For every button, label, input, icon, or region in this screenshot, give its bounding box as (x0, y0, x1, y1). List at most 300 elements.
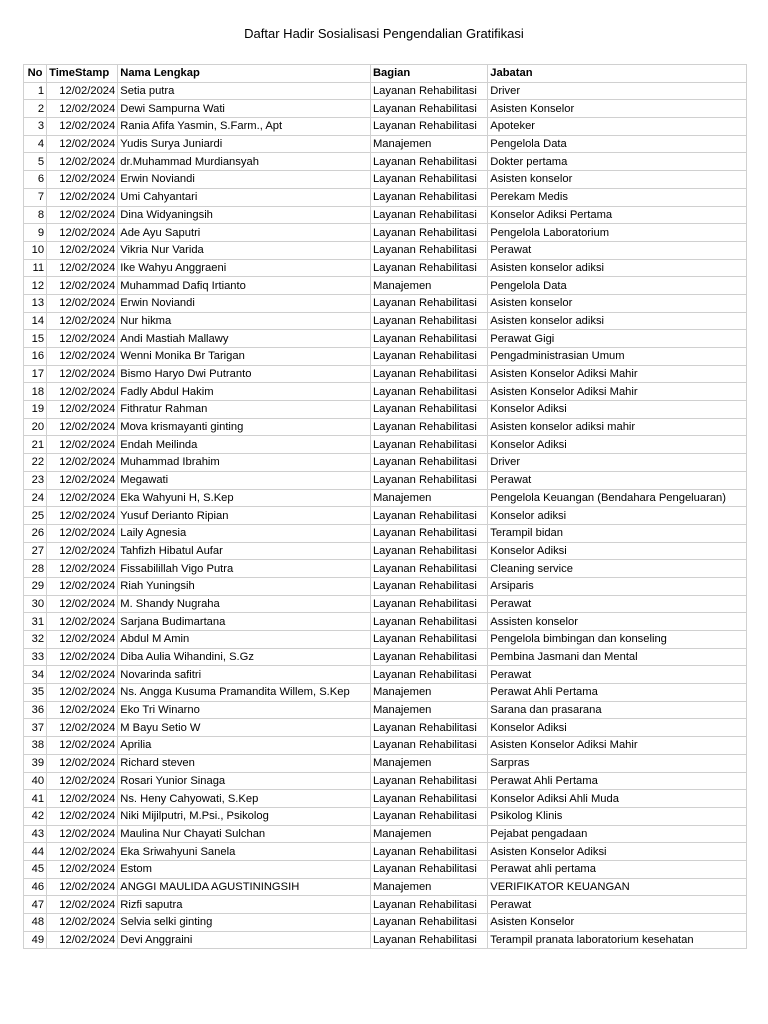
table-row (24, 277, 747, 295)
cell-jabatan: Dokter pertama (488, 153, 747, 171)
table-row (24, 153, 747, 171)
cell-timestamp: 12/02/2024 (47, 82, 118, 100)
cell-jabatan: Apoteker (488, 118, 747, 136)
cell-no: 30 (24, 595, 47, 613)
table-row (24, 631, 747, 649)
cell-no: 41 (24, 790, 47, 808)
cell-no: 12 (24, 277, 47, 295)
cell-no: 42 (24, 807, 47, 825)
cell-nama-lengkap: Riah Yuningsih (118, 577, 371, 595)
cell-bagian: Manajemen (370, 754, 487, 772)
table-row (24, 613, 747, 631)
cell-timestamp: 12/02/2024 (47, 277, 118, 295)
cell-no: 11 (24, 259, 47, 277)
cell-jabatan: Driver (488, 82, 747, 100)
cell-nama-lengkap: Devi Anggraini (118, 931, 371, 949)
table-row (24, 790, 747, 808)
cell-jabatan: Perawat (488, 471, 747, 489)
cell-jabatan: Terampil bidan (488, 524, 747, 542)
cell-jabatan: Perawat Ahli Pertama (488, 684, 747, 702)
cell-jabatan: Assisten konselor (488, 613, 747, 631)
cell-bagian: Manajemen (370, 684, 487, 702)
cell-bagian: Layanan Rehabilitasi (370, 365, 487, 383)
table-row (24, 896, 747, 914)
cell-no: 6 (24, 171, 47, 189)
cell-bagian: Layanan Rehabilitasi (370, 807, 487, 825)
cell-jabatan: Konselor Adiksi (488, 542, 747, 560)
table-row (24, 454, 747, 472)
cell-no: 27 (24, 542, 47, 560)
cell-no: 29 (24, 577, 47, 595)
cell-timestamp: 12/02/2024 (47, 825, 118, 843)
cell-jabatan: Asisten Konselor Adiksi (488, 843, 747, 861)
cell-nama-lengkap: Rizfi saputra (118, 896, 371, 914)
table-row (24, 294, 747, 312)
cell-jabatan: Pengelola Data (488, 135, 747, 153)
cell-nama-lengkap: Nur hikma (118, 312, 371, 330)
cell-nama-lengkap: Megawati (118, 471, 371, 489)
column-header-no: No (24, 65, 47, 83)
cell-bagian: Layanan Rehabilitasi (370, 436, 487, 454)
table-row (24, 348, 747, 366)
cell-nama-lengkap: Laily Agnesia (118, 524, 371, 542)
cell-nama-lengkap: dr.Muhammad Murdiansyah (118, 153, 371, 171)
table-row (24, 560, 747, 578)
cell-bagian: Layanan Rehabilitasi (370, 224, 487, 242)
table-row (24, 684, 747, 702)
cell-no: 45 (24, 860, 47, 878)
table-row (24, 772, 747, 790)
cell-no: 8 (24, 206, 47, 224)
cell-jabatan: Psikolog Klinis (488, 807, 747, 825)
cell-nama-lengkap: Tahfizh Hibatul Aufar (118, 542, 371, 560)
cell-jabatan: Pembina Jasmani dan Mental (488, 648, 747, 666)
table-row (24, 418, 747, 436)
cell-no: 40 (24, 772, 47, 790)
cell-no: 43 (24, 825, 47, 843)
cell-bagian: Manajemen (370, 489, 487, 507)
cell-nama-lengkap: Andi Mastiah Mallawy (118, 330, 371, 348)
cell-timestamp: 12/02/2024 (47, 224, 118, 242)
table-row (24, 878, 747, 896)
cell-bagian: Layanan Rehabilitasi (370, 542, 487, 560)
cell-nama-lengkap: Eka Wahyuni H, S.Kep (118, 489, 371, 507)
cell-timestamp: 12/02/2024 (47, 684, 118, 702)
cell-nama-lengkap: M Bayu Setio W (118, 719, 371, 737)
cell-timestamp: 12/02/2024 (47, 701, 118, 719)
cell-timestamp: 12/02/2024 (47, 135, 118, 153)
cell-no: 17 (24, 365, 47, 383)
cell-timestamp: 12/02/2024 (47, 577, 118, 595)
cell-bagian: Layanan Rehabilitasi (370, 772, 487, 790)
cell-jabatan: Asisten Konselor (488, 100, 747, 118)
table-row (24, 489, 747, 507)
cell-no: 38 (24, 737, 47, 755)
cell-jabatan: Asisten konselor adiksi (488, 259, 747, 277)
cell-bagian: Layanan Rehabilitasi (370, 914, 487, 932)
table-row (24, 401, 747, 419)
column-header-timestamp: TimeStamp (47, 65, 118, 83)
cell-bagian: Manajemen (370, 878, 487, 896)
cell-bagian: Layanan Rehabilitasi (370, 560, 487, 578)
cell-timestamp: 12/02/2024 (47, 772, 118, 790)
cell-jabatan: Konselor Adiksi (488, 436, 747, 454)
cell-no: 49 (24, 931, 47, 949)
cell-nama-lengkap: Ns. Heny Cahyowati, S.Kep (118, 790, 371, 808)
cell-bagian: Layanan Rehabilitasi (370, 206, 487, 224)
cell-no: 32 (24, 631, 47, 649)
cell-bagian: Layanan Rehabilitasi (370, 188, 487, 206)
cell-no: 44 (24, 843, 47, 861)
cell-timestamp: 12/02/2024 (47, 860, 118, 878)
cell-nama-lengkap: Ade Ayu Saputri (118, 224, 371, 242)
cell-no: 22 (24, 454, 47, 472)
cell-nama-lengkap: Wenni Monika Br Tarigan (118, 348, 371, 366)
cell-no: 37 (24, 719, 47, 737)
cell-timestamp: 12/02/2024 (47, 648, 118, 666)
cell-timestamp: 12/02/2024 (47, 507, 118, 525)
cell-nama-lengkap: Maulina Nur Chayati Sulchan (118, 825, 371, 843)
cell-nama-lengkap: Setia putra (118, 82, 371, 100)
cell-jabatan: Asisten konselor adiksi (488, 312, 747, 330)
cell-bagian: Layanan Rehabilitasi (370, 118, 487, 136)
cell-bagian: Manajemen (370, 135, 487, 153)
cell-timestamp: 12/02/2024 (47, 931, 118, 949)
cell-no: 16 (24, 348, 47, 366)
cell-jabatan: Perawat (488, 595, 747, 613)
cell-no: 46 (24, 878, 47, 896)
document-title: Daftar Hadir Sosialisasi Pengendalian Gratifikasi (244, 26, 524, 41)
table-header (24, 65, 747, 83)
cell-no: 33 (24, 648, 47, 666)
table-row (24, 206, 747, 224)
table-row (24, 259, 747, 277)
cell-timestamp: 12/02/2024 (47, 259, 118, 277)
cell-no: 24 (24, 489, 47, 507)
cell-no: 26 (24, 524, 47, 542)
cell-bagian: Layanan Rehabilitasi (370, 418, 487, 436)
cell-jabatan: Konselor Adiksi Ahli Muda (488, 790, 747, 808)
cell-bagian: Layanan Rehabilitasi (370, 171, 487, 189)
cell-jabatan: Perawat Gigi (488, 330, 747, 348)
cell-nama-lengkap: Yudis Surya Juniardi (118, 135, 371, 153)
cell-jabatan: Asisten Konselor Adiksi Mahir (488, 737, 747, 755)
cell-jabatan: Pengelola bimbingan dan konseling (488, 631, 747, 649)
cell-jabatan: Pejabat pengadaan (488, 825, 747, 843)
cell-bagian: Layanan Rehabilitasi (370, 843, 487, 861)
cell-nama-lengkap: Erwin Noviandi (118, 294, 371, 312)
table-row (24, 648, 747, 666)
cell-jabatan: Perawat (488, 896, 747, 914)
cell-nama-lengkap: Erwin Noviandi (118, 171, 371, 189)
table-row (24, 754, 747, 772)
cell-timestamp: 12/02/2024 (47, 489, 118, 507)
cell-no: 28 (24, 560, 47, 578)
cell-bagian: Manajemen (370, 825, 487, 843)
cell-no: 39 (24, 754, 47, 772)
cell-no: 23 (24, 471, 47, 489)
table-row (24, 843, 747, 861)
table-row (24, 737, 747, 755)
cell-bagian: Layanan Rehabilitasi (370, 737, 487, 755)
cell-nama-lengkap: Ns. Angga Kusuma Pramandita Willem, S.Kep (118, 684, 371, 702)
cell-jabatan: Asisten konselor (488, 294, 747, 312)
cell-timestamp: 12/02/2024 (47, 560, 118, 578)
cell-timestamp: 12/02/2024 (47, 807, 118, 825)
cell-no: 9 (24, 224, 47, 242)
table-row (24, 188, 747, 206)
cell-nama-lengkap: Yusuf Derianto Ripian (118, 507, 371, 525)
cell-timestamp: 12/02/2024 (47, 418, 118, 436)
cell-nama-lengkap: Rania Afifa Yasmin, S.Farm., Apt (118, 118, 371, 136)
cell-jabatan: Asisten konselor (488, 171, 747, 189)
cell-bagian: Layanan Rehabilitasi (370, 82, 487, 100)
cell-jabatan: Pengelola Keuangan (Bendahara Pengeluaran) (488, 489, 747, 507)
cell-nama-lengkap: Endah Meilinda (118, 436, 371, 454)
cell-jabatan: Perawat Ahli Pertama (488, 772, 747, 790)
cell-jabatan: Perawat (488, 241, 747, 259)
table-row (24, 365, 747, 383)
cell-timestamp: 12/02/2024 (47, 153, 118, 171)
cell-jabatan: Asisten Konselor Adiksi Mahir (488, 383, 747, 401)
cell-timestamp: 12/02/2024 (47, 754, 118, 772)
table-row (24, 241, 747, 259)
cell-bagian: Layanan Rehabilitasi (370, 401, 487, 419)
cell-timestamp: 12/02/2024 (47, 719, 118, 737)
cell-nama-lengkap: Aprilia (118, 737, 371, 755)
cell-bagian: Manajemen (370, 277, 487, 295)
table-body (24, 82, 747, 949)
cell-timestamp: 12/02/2024 (47, 401, 118, 419)
cell-no: 18 (24, 383, 47, 401)
table-row (24, 595, 747, 613)
cell-bagian: Layanan Rehabilitasi (370, 896, 487, 914)
cell-nama-lengkap: M. Shandy Nugraha (118, 595, 371, 613)
cell-jabatan: Cleaning service (488, 560, 747, 578)
cell-timestamp: 12/02/2024 (47, 383, 118, 401)
cell-bagian: Layanan Rehabilitasi (370, 383, 487, 401)
cell-jabatan: Driver (488, 454, 747, 472)
cell-timestamp: 12/02/2024 (47, 241, 118, 259)
cell-bagian: Layanan Rehabilitasi (370, 666, 487, 684)
cell-no: 4 (24, 135, 47, 153)
cell-jabatan: Pengelola Data (488, 277, 747, 295)
cell-bagian: Layanan Rehabilitasi (370, 330, 487, 348)
cell-bagian: Layanan Rehabilitasi (370, 312, 487, 330)
cell-timestamp: 12/02/2024 (47, 294, 118, 312)
cell-jabatan: Terampil pranata laboratorium kesehatan (488, 931, 747, 949)
cell-timestamp: 12/02/2024 (47, 312, 118, 330)
cell-no: 34 (24, 666, 47, 684)
table-row (24, 807, 747, 825)
table-row (24, 524, 747, 542)
cell-jabatan: Asisten konselor adiksi mahir (488, 418, 747, 436)
table-row (24, 312, 747, 330)
cell-no: 21 (24, 436, 47, 454)
cell-no: 1 (24, 82, 47, 100)
cell-timestamp: 12/02/2024 (47, 188, 118, 206)
cell-jabatan: Perekam Medis (488, 188, 747, 206)
cell-timestamp: 12/02/2024 (47, 171, 118, 189)
cell-nama-lengkap: Fadly Abdul Hakim (118, 383, 371, 401)
cell-no: 15 (24, 330, 47, 348)
cell-timestamp: 12/02/2024 (47, 613, 118, 631)
cell-timestamp: 12/02/2024 (47, 595, 118, 613)
cell-nama-lengkap: Rosari Yunior Sinaga (118, 772, 371, 790)
cell-no: 25 (24, 507, 47, 525)
cell-nama-lengkap: Eko Tri Winarno (118, 701, 371, 719)
cell-jabatan: Konselor Adiksi (488, 401, 747, 419)
table-row (24, 931, 747, 949)
cell-jabatan: Pengelola Laboratorium (488, 224, 747, 242)
cell-nama-lengkap: Dina Widyaningsih (118, 206, 371, 224)
cell-no: 2 (24, 100, 47, 118)
cell-no: 20 (24, 418, 47, 436)
cell-nama-lengkap: Sarjana Budimartana (118, 613, 371, 631)
cell-timestamp: 12/02/2024 (47, 524, 118, 542)
cell-timestamp: 12/02/2024 (47, 790, 118, 808)
cell-timestamp: 12/02/2024 (47, 454, 118, 472)
cell-timestamp: 12/02/2024 (47, 348, 118, 366)
cell-bagian: Layanan Rehabilitasi (370, 631, 487, 649)
cell-nama-lengkap: Fissabilillah Vigo Putra (118, 560, 371, 578)
cell-bagian: Layanan Rehabilitasi (370, 577, 487, 595)
cell-nama-lengkap: Dewi Sampurna Wati (118, 100, 371, 118)
header-row (24, 65, 747, 83)
cell-timestamp: 12/02/2024 (47, 118, 118, 136)
cell-bagian: Layanan Rehabilitasi (370, 471, 487, 489)
cell-bagian: Manajemen (370, 701, 487, 719)
cell-nama-lengkap: Selvia selki ginting (118, 914, 371, 932)
cell-timestamp: 12/02/2024 (47, 365, 118, 383)
cell-jabatan: Pengadministrasian Umum (488, 348, 747, 366)
cell-bagian: Layanan Rehabilitasi (370, 241, 487, 259)
table-row (24, 914, 747, 932)
cell-bagian: Layanan Rehabilitasi (370, 454, 487, 472)
cell-bagian: Layanan Rehabilitasi (370, 294, 487, 312)
column-header-nama-lengkap: Nama Lengkap (118, 65, 371, 83)
column-header-bagian: Bagian (370, 65, 487, 83)
cell-no: 48 (24, 914, 47, 932)
cell-nama-lengkap: Abdul M Amin (118, 631, 371, 649)
cell-no: 36 (24, 701, 47, 719)
table-row (24, 666, 747, 684)
cell-timestamp: 12/02/2024 (47, 100, 118, 118)
cell-bagian: Layanan Rehabilitasi (370, 790, 487, 808)
cell-nama-lengkap: Novarinda safitri (118, 666, 371, 684)
cell-timestamp: 12/02/2024 (47, 896, 118, 914)
cell-bagian: Layanan Rehabilitasi (370, 348, 487, 366)
cell-timestamp: 12/02/2024 (47, 914, 118, 932)
cell-nama-lengkap: Muhammad Dafiq Irtianto (118, 277, 371, 295)
cell-no: 3 (24, 118, 47, 136)
cell-bagian: Layanan Rehabilitasi (370, 153, 487, 171)
table-row (24, 82, 747, 100)
cell-jabatan: Asisten Konselor Adiksi Mahir (488, 365, 747, 383)
cell-jabatan: Arsiparis (488, 577, 747, 595)
column-header-jabatan: Jabatan (488, 65, 747, 83)
cell-timestamp: 12/02/2024 (47, 471, 118, 489)
table-row (24, 118, 747, 136)
cell-nama-lengkap: Umi Cahyantari (118, 188, 371, 206)
cell-nama-lengkap: Fithratur Rahman (118, 401, 371, 419)
cell-nama-lengkap: Estom (118, 860, 371, 878)
cell-bagian: Layanan Rehabilitasi (370, 100, 487, 118)
cell-bagian: Layanan Rehabilitasi (370, 719, 487, 737)
cell-nama-lengkap: Eka Sriwahyuni Sanela (118, 843, 371, 861)
cell-no: 19 (24, 401, 47, 419)
cell-no: 31 (24, 613, 47, 631)
cell-jabatan: Konselor adiksi (488, 507, 747, 525)
cell-timestamp: 12/02/2024 (47, 737, 118, 755)
cell-timestamp: 12/02/2024 (47, 330, 118, 348)
cell-nama-lengkap: Diba Aulia Wihandini, S.Gz (118, 648, 371, 666)
table-row (24, 471, 747, 489)
cell-timestamp: 12/02/2024 (47, 206, 118, 224)
cell-timestamp: 12/02/2024 (47, 631, 118, 649)
cell-jabatan: Konselor Adiksi Pertama (488, 206, 747, 224)
table-row (24, 507, 747, 525)
cell-jabatan: Perawat ahli pertama (488, 860, 747, 878)
cell-jabatan: Sarpras (488, 754, 747, 772)
cell-jabatan: VERIFIKATOR KEUANGAN (488, 878, 747, 896)
cell-nama-lengkap: Richard steven (118, 754, 371, 772)
cell-no: 7 (24, 188, 47, 206)
table-row (24, 171, 747, 189)
cell-no: 35 (24, 684, 47, 702)
cell-bagian: Layanan Rehabilitasi (370, 613, 487, 631)
cell-no: 14 (24, 312, 47, 330)
table-row (24, 330, 747, 348)
cell-no: 10 (24, 241, 47, 259)
table-row (24, 825, 747, 843)
table-row (24, 100, 747, 118)
cell-bagian: Layanan Rehabilitasi (370, 860, 487, 878)
cell-nama-lengkap: Muhammad Ibrahim (118, 454, 371, 472)
cell-bagian: Layanan Rehabilitasi (370, 507, 487, 525)
cell-no: 13 (24, 294, 47, 312)
table-row (24, 701, 747, 719)
cell-nama-lengkap: Mova krismayanti ginting (118, 418, 371, 436)
cell-jabatan: Sarana dan prasarana (488, 701, 747, 719)
cell-nama-lengkap: Niki Mijilputri, M.Psi., Psikolog (118, 807, 371, 825)
cell-jabatan: Perawat (488, 666, 747, 684)
cell-jabatan: Asisten Konselor (488, 914, 747, 932)
table-row (24, 542, 747, 560)
cell-no: 47 (24, 896, 47, 914)
cell-timestamp: 12/02/2024 (47, 666, 118, 684)
cell-jabatan: Konselor Adiksi (488, 719, 747, 737)
cell-timestamp: 12/02/2024 (47, 436, 118, 454)
cell-bagian: Layanan Rehabilitasi (370, 595, 487, 613)
cell-timestamp: 12/02/2024 (47, 878, 118, 896)
table-row (24, 135, 747, 153)
cell-no: 5 (24, 153, 47, 171)
cell-nama-lengkap: Bismo Haryo Dwi Putranto (118, 365, 371, 383)
table-row (24, 436, 747, 454)
table-row (24, 577, 747, 595)
cell-timestamp: 12/02/2024 (47, 542, 118, 560)
cell-bagian: Layanan Rehabilitasi (370, 259, 487, 277)
cell-nama-lengkap: ANGGI MAULIDA AGUSTININGSIH (118, 878, 371, 896)
table-row (24, 383, 747, 401)
table-row (24, 860, 747, 878)
cell-bagian: Layanan Rehabilitasi (370, 524, 487, 542)
table-row (24, 719, 747, 737)
cell-nama-lengkap: Ike Wahyu Anggraeni (118, 259, 371, 277)
cell-bagian: Layanan Rehabilitasi (370, 648, 487, 666)
cell-nama-lengkap: Vikria Nur Varida (118, 241, 371, 259)
